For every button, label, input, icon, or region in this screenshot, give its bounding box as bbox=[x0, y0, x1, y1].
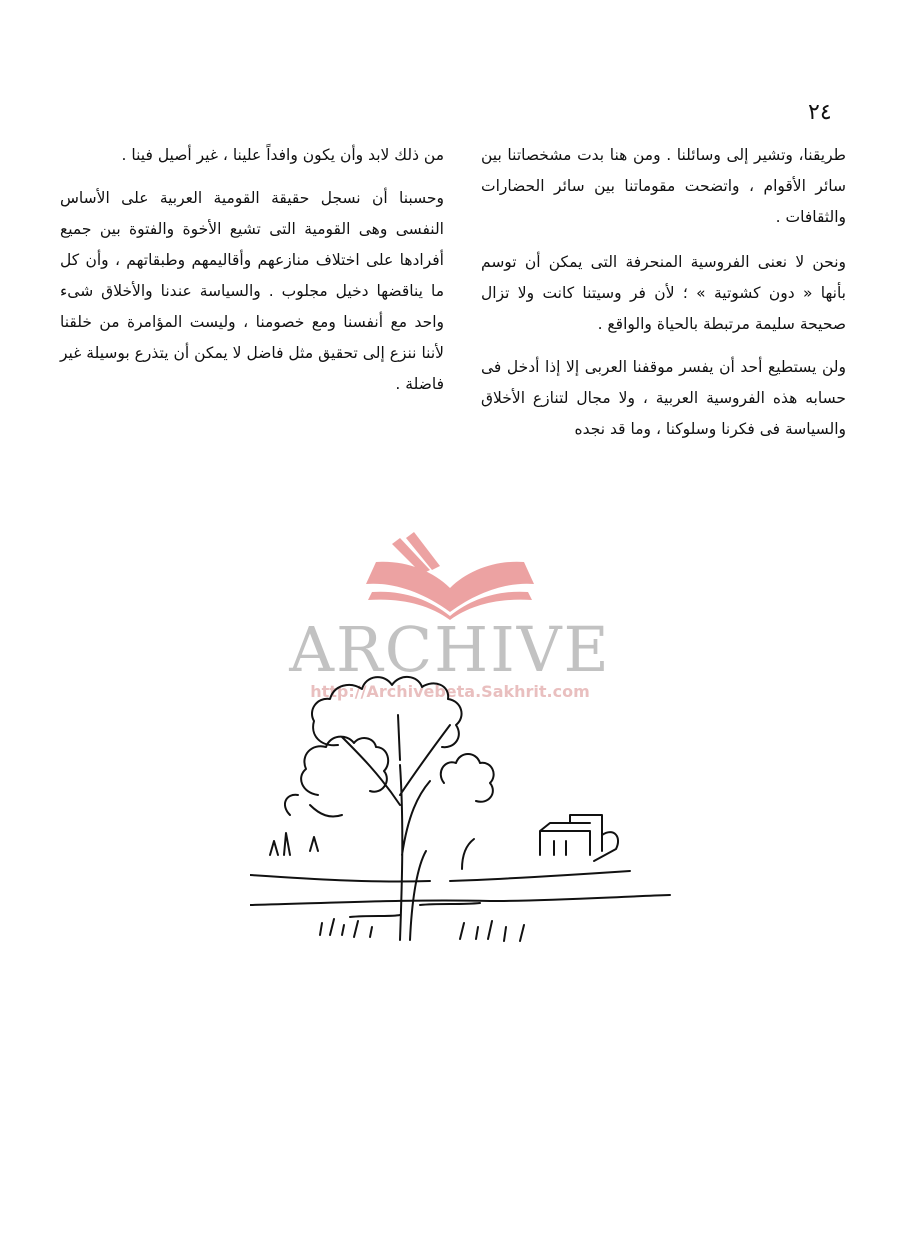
text-column-right bbox=[481, 140, 846, 457]
page-number: ٢٤ bbox=[808, 100, 832, 125]
watermark-title: ARCHIVE bbox=[289, 613, 611, 686]
landscape-illustration bbox=[250, 655, 680, 955]
text-column-left bbox=[60, 140, 444, 412]
paragraph: ونحن لا نعنى الفروسية المنحرفة التى يمكن أن توسم بأنها « دون كشوتية » ؛ لأن فر وسيتنا كانت ولا تزال صحيحة سليمة مرتبطة بالحياة والواقع . bbox=[481, 253, 846, 333]
open-book-logo-icon bbox=[280, 530, 620, 620]
paragraph: ولن يستطيع أحد أن يفسر موقفنا العربى إلا إذا أدخل فى حسابه هذه الفروسية العربية ، ولا مجال لتنازع الأخلاق والسياسة فى فكرنا وسلوكنا ، وما قد نجده bbox=[481, 358, 846, 438]
watermark-url: http://Archivebeta.Sakhrit.com bbox=[310, 682, 590, 701]
paragraph: وحسبنا أن نسجل حقيقة القومية العربية على الأساس النفسى وهى القومية التى تشيع الأخوة والفتوة بين جميع أفرادها على اختلاف منازعهم وأقاليمهم وطبقاتهم ، وأن كل ما يناقضها دخيل مجلوب . والسياسة عندنا والأخلاق شىء واحد مع أنفسنا ومع خصومنا ، وليست المؤامرة من خلقنا لأننا ننزع إلى تحقيق مثل فاضل لا يمكن أن يتذرع بوسيلة غير فاضلة . bbox=[60, 189, 444, 393]
paragraph: طريقنا، وتشير إلى وسائلنا . ومن هنا بدت مشخصاتنا بين سائر الأقوام ، واتضحت مقوماتنا بين سائر الحضارات والثقافات . bbox=[481, 146, 846, 226]
paragraph: من ذلك لابد وأن يكون وافداً علينا ، غير أصيل فينا . bbox=[121, 146, 444, 164]
